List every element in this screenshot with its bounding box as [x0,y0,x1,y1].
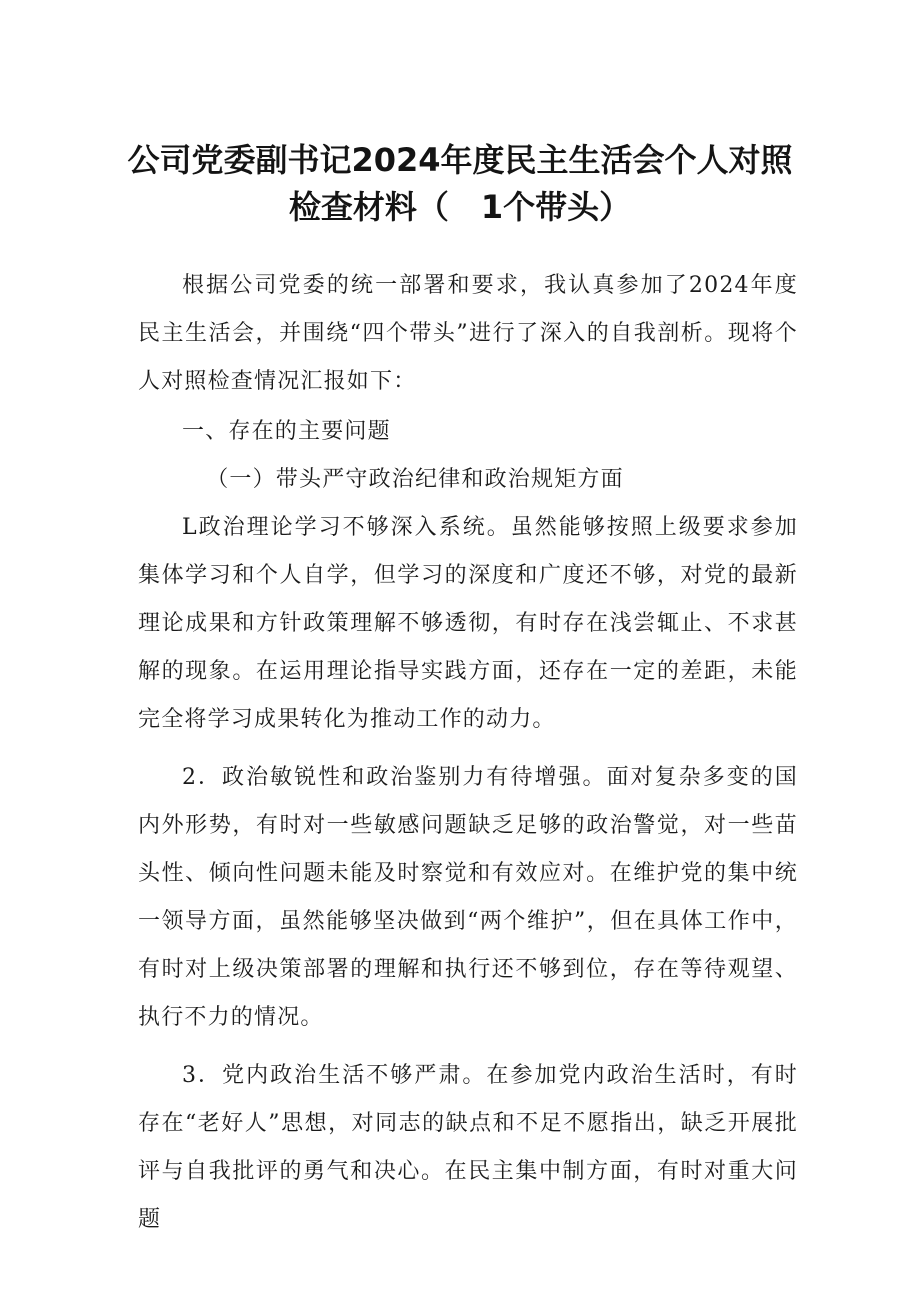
point-3-paragraph: 3．党内政治生活不够严肃。在参加党内政治生活时，有时存在“老好人”思想，对同志的缺点和不足不愿指出，缺乏开展批评与自我批评的勇气和决心。在民主集中制方面，有时对重大问题 [138,1063,798,1232]
document-body [138,262,798,1244]
document-title-line-2: 检查材料（ 1个带头） [288,188,632,226]
point-1-paragraph: L政治理论学习不够深入系统。虽然能够按照上级要求参加集体学习和个人自学，但学习的深度和广度还不够，对党的最新理论成果和方针政策理解不够透彻，有时存在浅尝辄止、不求甚解的现象。在运用理论指导实践方面，还存在一定的差距，未能完全将学习成果转化为推动工作的动力。 [138,515,798,732]
intro-paragraph: 根据公司党委的统一部署和要求，我认真参加了2024年度民主生活会，并围绕“四个带头”进行了深入的自我剖析。现将个人对照检查情况汇报如下： [138,273,798,394]
document-title-line-1: 公司党委副书记2024年度民主生活会个人对照 [127,141,793,179]
section-heading: 一、存在的主要问题 [182,419,391,444]
subsection-heading: （一）带头严守政治纪律和政治规矩方面 [206,467,624,492]
point-2-paragraph: 2．政治敏锐性和政治鉴别力有待增强。面对复杂多变的国内外形势，有时对一些敏感问题缺乏足够的政治警觉，对一些苗头性、倾向性问题未能及时察觉和有效应对。在维护党的集中统一领导方面，虽然能够坚决做到“两个维护”，但在具体工作中，有时对上级决策部署的理解和执行还不够到位，存在等待观望、执行不力的情况。 [138,765,798,1030]
